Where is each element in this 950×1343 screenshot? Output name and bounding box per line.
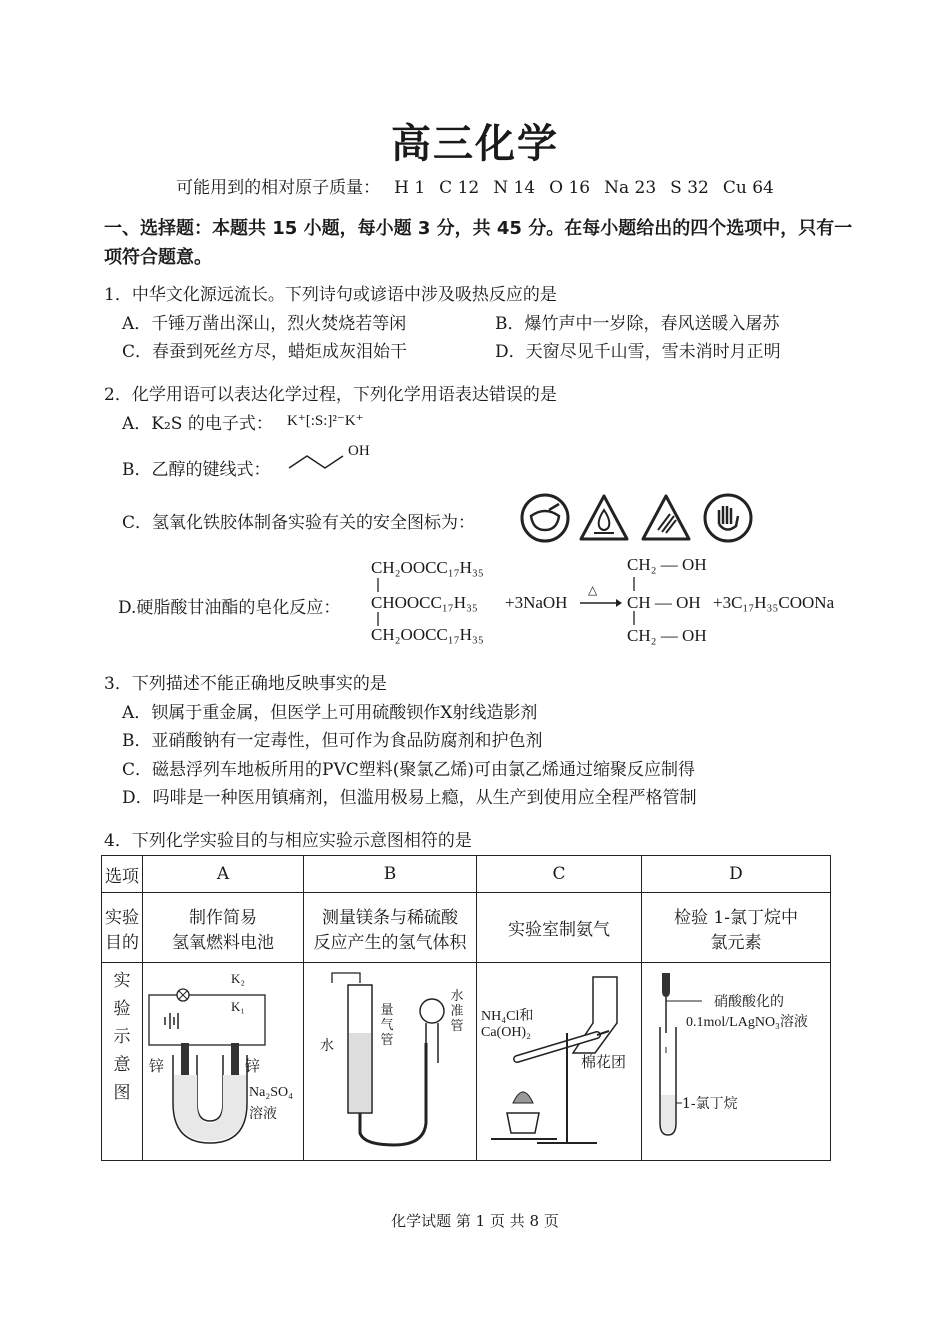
q2-k2s-electron-formula: K⁺[:S:]²⁻K⁺: [287, 413, 364, 429]
q2-option-c-label: C．氢氧化铁胶体制备实验有关的安全图标为：: [122, 513, 476, 533]
q3-option-b: B．亚硝酸钠有一定毒性，但可作为食品防腐剂和护色剂: [122, 731, 543, 751]
mass-item: N 14: [493, 178, 536, 198]
reagent-label-1: NH₄Cl和: [481, 1009, 534, 1024]
row-label-line: 目的: [105, 932, 139, 953]
q1-option-d: D．天窗尽见千山雪，雪未消时月正明: [495, 342, 781, 362]
leveling-char: 管: [450, 1019, 464, 1034]
reagent-label-2: 0.1mol/LAgNO₃溶液: [686, 1015, 808, 1030]
mass-item: C 12: [439, 178, 480, 198]
atomic-masses: [0, 173, 950, 198]
mass-item: Cu 64: [722, 178, 774, 198]
q1-option-c: C．春蚕到死丝方尽，蜡炬成灰泪始干: [122, 342, 408, 362]
electrolyte-solution-label: 溶液: [249, 1106, 277, 1122]
reactant-line-1: CH₂OOCC₁₇H₃₅: [371, 558, 484, 577]
q4-table: [101, 855, 831, 1161]
purpose-cell-c: [477, 893, 642, 963]
sample-label: 1-氯丁烷: [682, 1096, 738, 1112]
row-label-char: 意: [113, 1055, 131, 1075]
product-line-1: CH₂ — OH: [627, 555, 707, 574]
purpose-line: 检验 1-氯丁烷中: [674, 907, 798, 928]
table-header-cell: C: [477, 856, 642, 893]
mass-item: Na 23: [604, 178, 657, 198]
q2-option-b-label: B．乙醇的键线式：: [122, 460, 271, 480]
mass-item: O 16: [549, 178, 591, 198]
mass-item: S 32: [670, 178, 709, 198]
row-label-char: 图: [113, 1083, 131, 1103]
purpose-line: 反应产生的氢气体积: [313, 932, 467, 953]
product-bonds: [632, 577, 642, 627]
hot-surface-warning-icon: [640, 492, 692, 544]
burette-label: [380, 1003, 394, 1048]
table-header-cell: 选项: [102, 856, 143, 893]
reaction-arrow: [580, 597, 622, 609]
diagram-cell-c: [477, 963, 642, 1161]
water-label: 水: [320, 1038, 334, 1054]
section-heading: 一、选择题：本题共 15 小题，每小题 3 分，共 45 分。在每小题给出的四个选项中，只有一项符合题意。: [104, 218, 853, 268]
diagram-cell-d: [642, 963, 831, 1161]
purpose-line: 实验室制氨气: [508, 920, 610, 940]
reactant-line-2: CHOOCC₁₇H₃₅: [371, 593, 478, 612]
zinc-electrode-right-label: 锌: [245, 1057, 261, 1075]
fuel-cell-diagram: [143, 963, 303, 1160]
row-label-line: 实验: [105, 907, 139, 928]
q2-stem: 2．化学用语可以表达化学过程，下列化学用语表达错误的是: [104, 385, 557, 405]
row-label-diagram: [102, 963, 143, 1161]
purpose-line: 制作简易: [189, 907, 257, 928]
product-line-3: CH₂ — OH: [627, 626, 707, 645]
wash-hands-icon: [702, 492, 754, 544]
zinc-electrode-left-label: 锌: [149, 1057, 165, 1075]
row-label-char: 验: [113, 999, 131, 1019]
q1-stem: 1．中华文化源远流长。下列诗句或谚语中涉及吸热反应的是: [104, 285, 557, 305]
q4-stem: 4．下列化学实验目的与相应实验示意图相符的是: [104, 831, 472, 851]
table-header-cell: A: [143, 856, 304, 893]
diagram-cell-b: [304, 963, 477, 1161]
ethanol-oh-label: OH: [348, 443, 370, 459]
reactant-line-3: CH₂OOCC₁₇H₃₅: [371, 625, 484, 644]
product-line-2: CH — OH: [627, 593, 701, 612]
heating-safety-icon: [519, 492, 571, 544]
purpose-line: 测量镁条与稀硫酸: [322, 907, 458, 928]
purpose-cell-d: [642, 893, 831, 963]
q3-option-c: C．磁悬浮列车地板所用的PVC塑料(聚氯乙烯)可由氯乙烯通过缩聚反应制得: [122, 760, 695, 780]
purpose-line: 氯元素: [710, 932, 762, 953]
mass-item: H 1: [394, 178, 426, 198]
row-label-char: 示: [113, 1027, 131, 1047]
q2-option-d-label: D.硬脂酸甘油酯的皂化反应：: [118, 598, 341, 618]
purpose-cell-a: [143, 893, 304, 963]
row-label-purpose: [102, 893, 143, 963]
burette-char: 量: [380, 1003, 394, 1018]
flame-warning-icon: [578, 492, 630, 544]
table-header-cell: B: [304, 856, 477, 893]
naoh-term: +3NaOH: [505, 593, 568, 612]
page-title: 高三化学: [391, 121, 559, 167]
electrolyte-label: Na₂SO₄: [249, 1085, 293, 1100]
page-footer: 化学试题 第 1 页 共 8 页: [391, 1212, 559, 1230]
reagent-label-1: 硝酸酸化的: [714, 994, 784, 1010]
burette-char: 气: [380, 1018, 394, 1033]
q1-option-a: A．千锤万凿出深山，烈火焚烧若等闲: [122, 314, 407, 334]
q3-option-d: D．吗啡是一种医用镇痛剂，但滥用极易上瘾，从生产到使用应全程严格管制: [122, 788, 697, 808]
leveling-char: 准: [450, 1004, 464, 1019]
table-header-cell: D: [642, 856, 831, 893]
q2-option-a-label: A．K₂S 的电子式：: [122, 414, 273, 434]
purpose-line: 氢氧燃料电池: [172, 932, 274, 953]
cotton-label: 棉花团: [581, 1053, 627, 1071]
row-label-char: 实: [113, 971, 131, 991]
reactant-bonds: [376, 578, 386, 628]
q3-stem: 3．下列描述不能正确地反映事实的是: [104, 674, 387, 694]
q3-option-a: A．钡属于重金属，但医学上可用硫酸钡作X射线造影剂: [122, 703, 538, 723]
leveling-tube-label: [450, 989, 464, 1034]
leveling-char: 水: [450, 989, 464, 1004]
salt-term: +3C₁₇H₃₅COONa: [713, 593, 835, 612]
purpose-cell-b: [304, 893, 477, 963]
burette-char: 管: [380, 1033, 394, 1048]
q1-option-b: B．爆竹声中一岁除，春风送暖入屠苏: [495, 314, 780, 334]
heat-symbol: △: [588, 583, 598, 597]
diagram-cell-a: [143, 963, 304, 1161]
reagent-label-2: Ca(OH)₂: [481, 1025, 531, 1040]
switch-k1-label: K₁: [231, 999, 245, 1014]
switch-k2-label: K₂: [231, 971, 245, 986]
atomic-masses-label: 可能用到的相对原子质量：: [176, 178, 381, 198]
